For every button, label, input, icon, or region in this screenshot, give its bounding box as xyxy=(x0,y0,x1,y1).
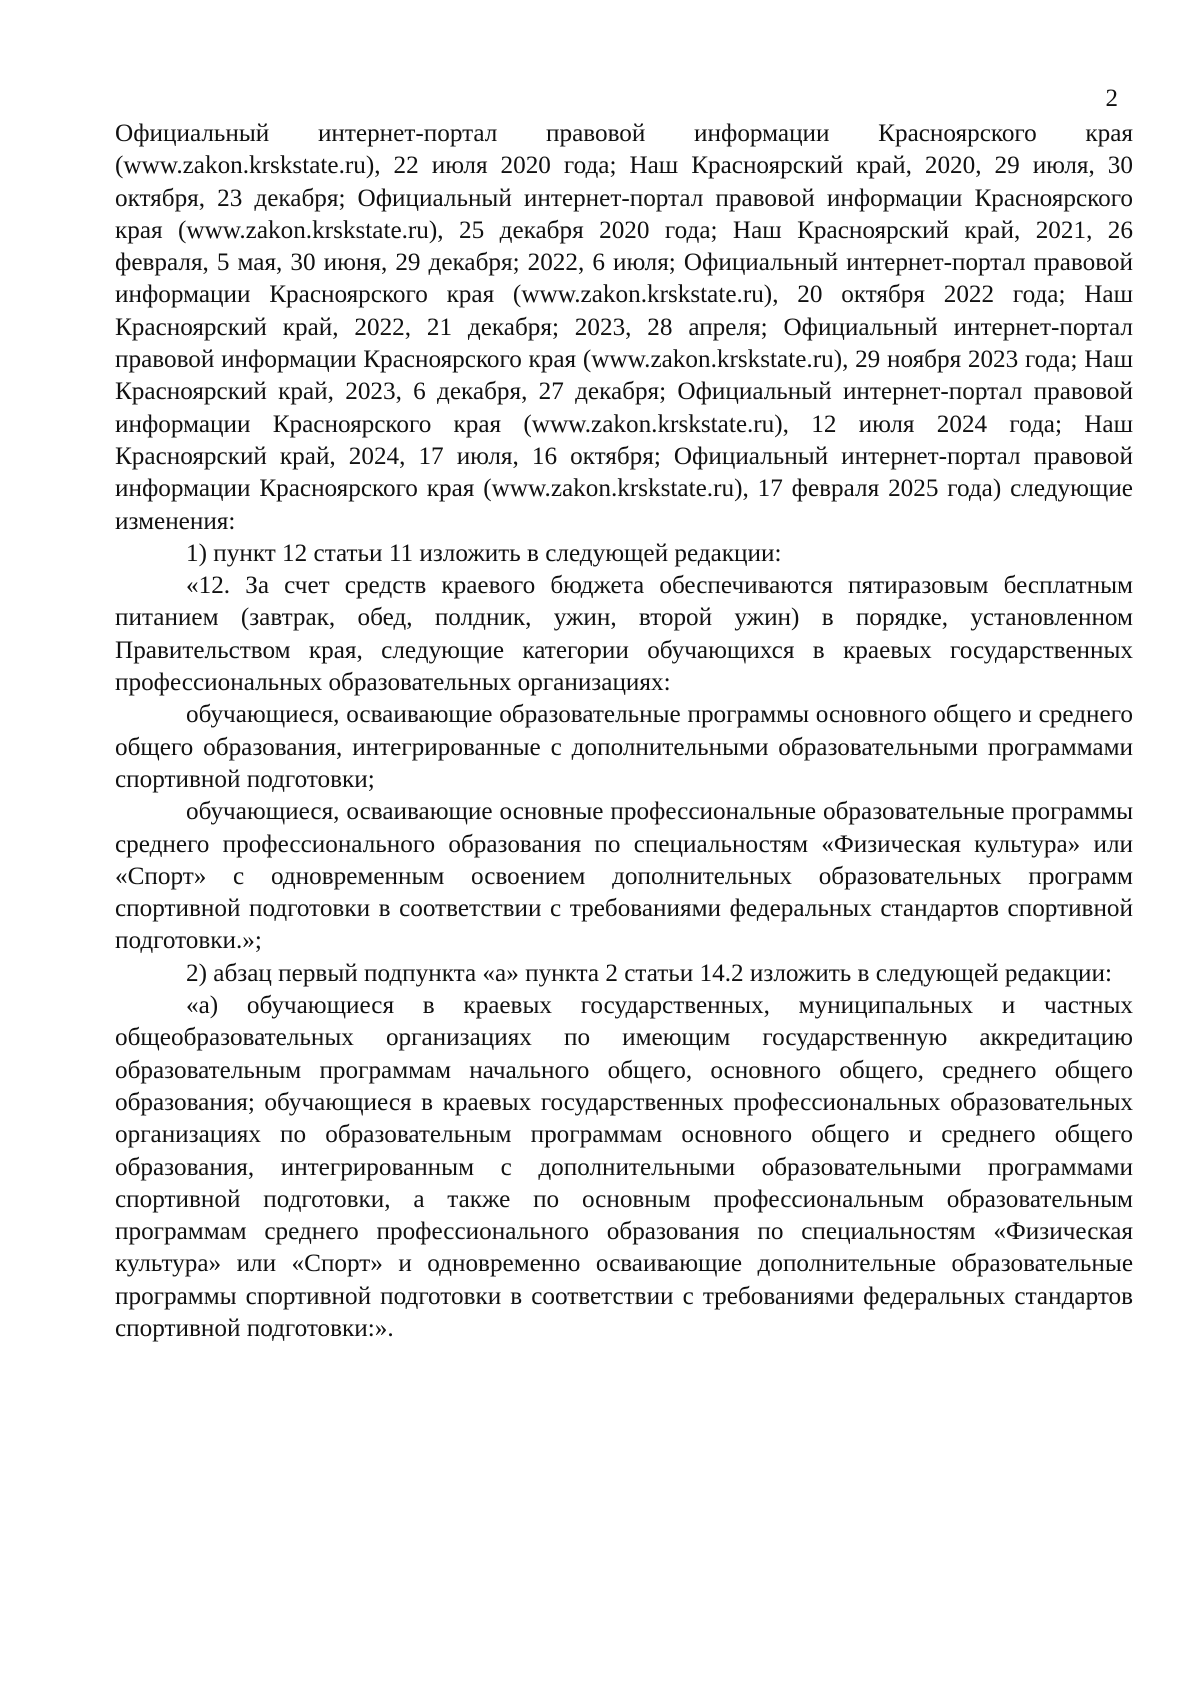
paragraph-subclause-a: «а) обучающиеся в краевых государственных, муниципальных и частных общеобразовательных организациях по имеющим государственную аккредитацию образовательным программам начального общего, основного общего, среднего общего образования; обучающиеся в краевых государственных профессиональных образовательных организациях по образовательным программам основного общего и среднего общего образования, интегрированным с дополнительными образовательными программами спортивной подготовки, а также по основным профессиональным образовательным программам среднего профессионального образования по специальностям «Физическая культура» или «Спорт» и одновременно осваивающие дополнительные образовательные программы спортивной подготовки в соответствии с требованиями федеральных стандартов спортивной подготовки:». xyxy=(115,992,1133,1342)
paragraph-category-2: обучающиеся, осваивающие основные профессиональные образовательные программы среднего профессионального образования по специальностям «Физическая культура» или «Спорт» с одновременным освоением дополнительных образовательных программ спортивной подготовки в соответствии с требованиями федеральных стандартов спортивной подготовки.»; xyxy=(115,798,1133,955)
paragraph-clause-12: «12. За счет средств краевого бюджета обеспечиваются пятиразовым бесплатным питанием (завтрак, обед, полдник, ужин, второй ужин) в порядке, установленном Правительством края, следующие категории обучающихся в краевых государственных профессиональных образовательных организациях: xyxy=(115,572,1133,697)
paragraph-publication-list: Официальный интернет-портал правовой информации Красноярского края (www.zakon.krskstate.ru), 22 июля 2020 года; Наш Красноярский край, 2020, 29 июля, 30 октября, 23 декабря; Официальный интернет-портал правовой информации Красноярского края (www.zakon.krskstate.ru), 25 декабря 2020 года; Наш Красноярский край, 2021, 26 февраля, 5 мая, 30 июня, 29 декабря; 2022, 6 июля; Официальный интернет-портал правовой информации Красноярского края (www.zakon.krskstate.ru), 20 октября 2022 года; Наш Красноярский край, 2022, 21 декабря; 2023, 28 апреля; Официальный интернет-портал правовой информации Красноярского края (www.zakon.krskstate.ru), 29 ноября 2023 года; Наш Красноярский край, 2023, 6 декабря, 27 декабря; Официальный интернет-портал правовой информации Красноярского края (www.zakon.krskstate.ru), 12 июля 2024 года; Наш Красноярский край, 2024, 17 июля, 16 октября; Официальный интернет-портал правовой информации Красноярского края (www.zakon.krskstate.ru), 17 февраля 2025 года) следующие изменения: xyxy=(115,120,1133,535)
document-body xyxy=(115,118,1133,1345)
paragraph-category-1: обучающиеся, осваивающие образовательные программы основного общего и среднего общего образования, интегрированные с дополнительными образовательными программами спортивной подготовки; xyxy=(115,701,1133,793)
page-number: 2 xyxy=(1105,85,1118,112)
paragraph-item-1: 1) пункт 12 статьи 11 изложить в следующей редакции: xyxy=(186,539,782,567)
paragraph-item-2: 2) абзац первый подпункта «а» пункта 2 статьи 14.2 изложить в следующей редакции: xyxy=(186,959,1113,987)
